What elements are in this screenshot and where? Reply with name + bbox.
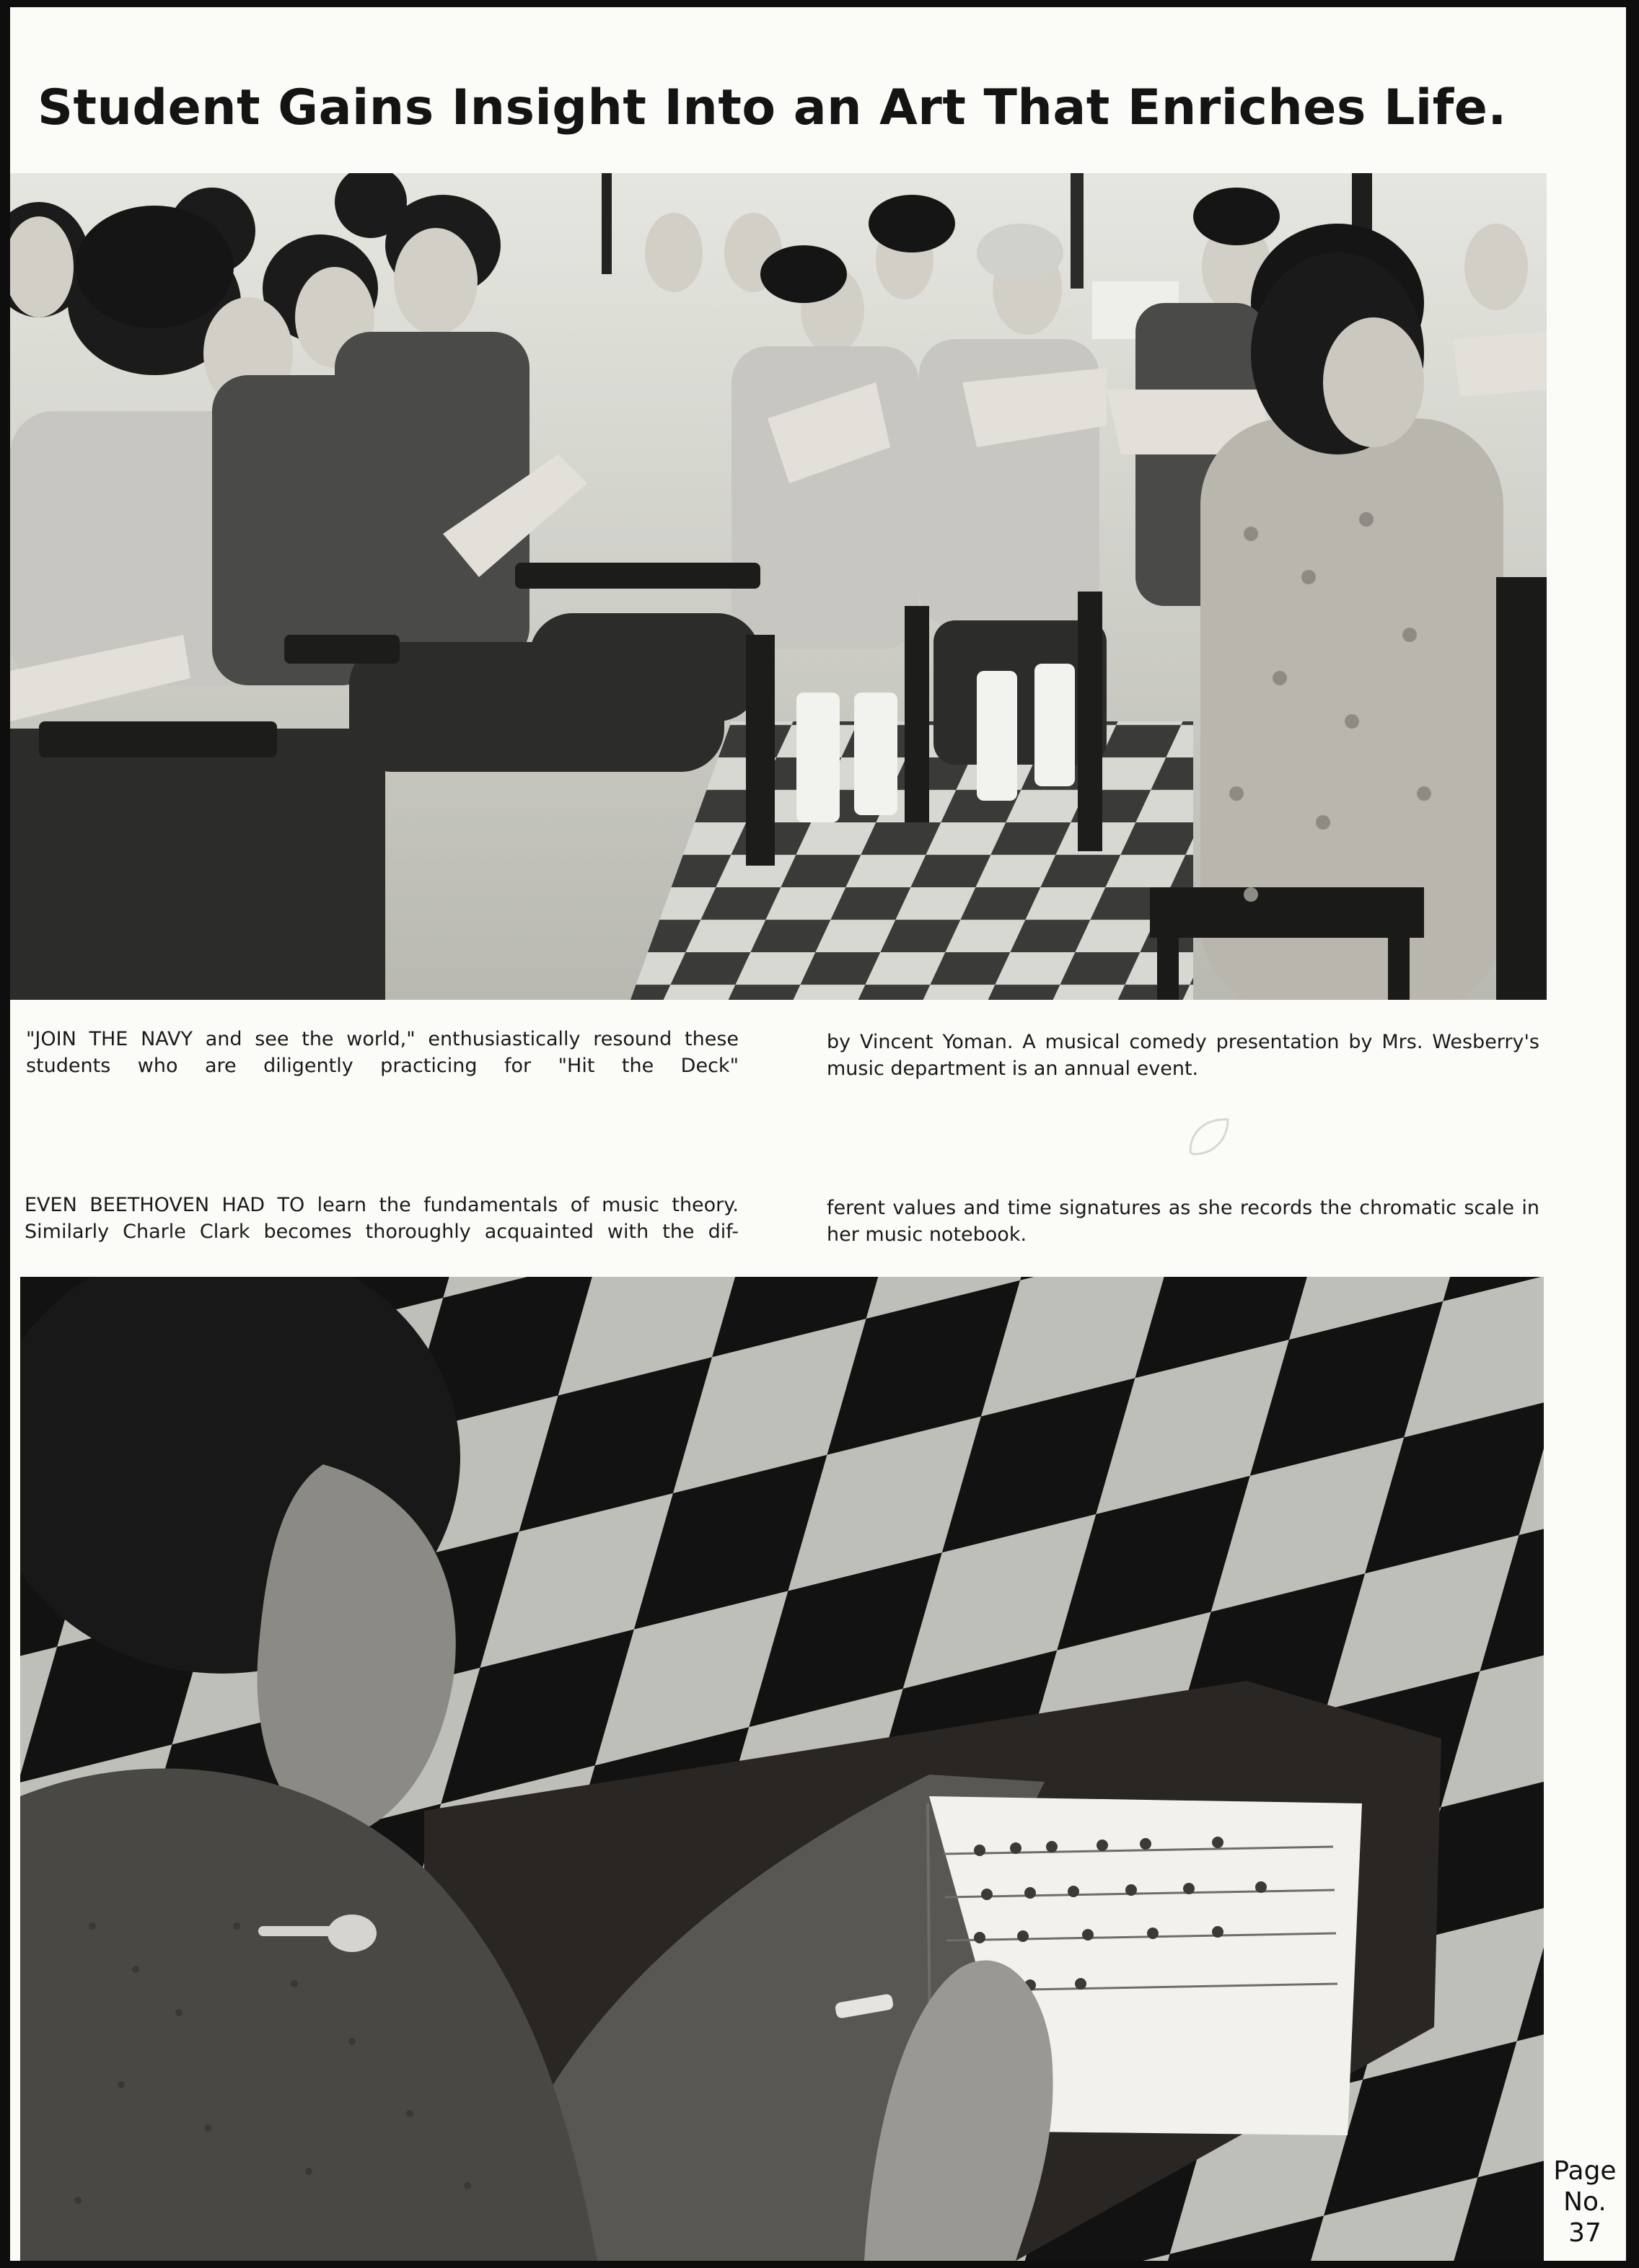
page-headline: Student Gains Insight Into an Art That Enriches Life. [38, 79, 1507, 136]
photo-choir-rehearsal [10, 173, 1547, 1000]
leaf-mark-icon [1183, 1112, 1234, 1163]
page-number-line-1: Page [1553, 2156, 1617, 2186]
caption-beethoven-col1: EVEN BEETHOVEN HAD TO learn the fundamentals of music theory. Similarly Charle Clark becomes thoroughly acquainted with the dif- [25, 1194, 739, 1243]
page-number [1534, 2155, 1626, 2249]
page-number-line-2: No. [1563, 2187, 1607, 2217]
page-number-line-3: 37 [1568, 2218, 1601, 2248]
yearbook-page [10, 7, 1626, 2261]
caption-beethoven-col2: ferent values and time signatures as she records the chromatic scale in her music notebook. [827, 1197, 1539, 1246]
caption-navy-col2: by Vincent Yoman. A musical comedy presentation by Mrs. Wesberry's music department is an annual event. [827, 1031, 1539, 1080]
caption-navy-col1: "JOIN THE NAVY and see the world," enthusiastically resound these students who are diligently practicing for "Hit the Deck" [26, 1028, 739, 1077]
photo-music-notebook [20, 1277, 1544, 2261]
